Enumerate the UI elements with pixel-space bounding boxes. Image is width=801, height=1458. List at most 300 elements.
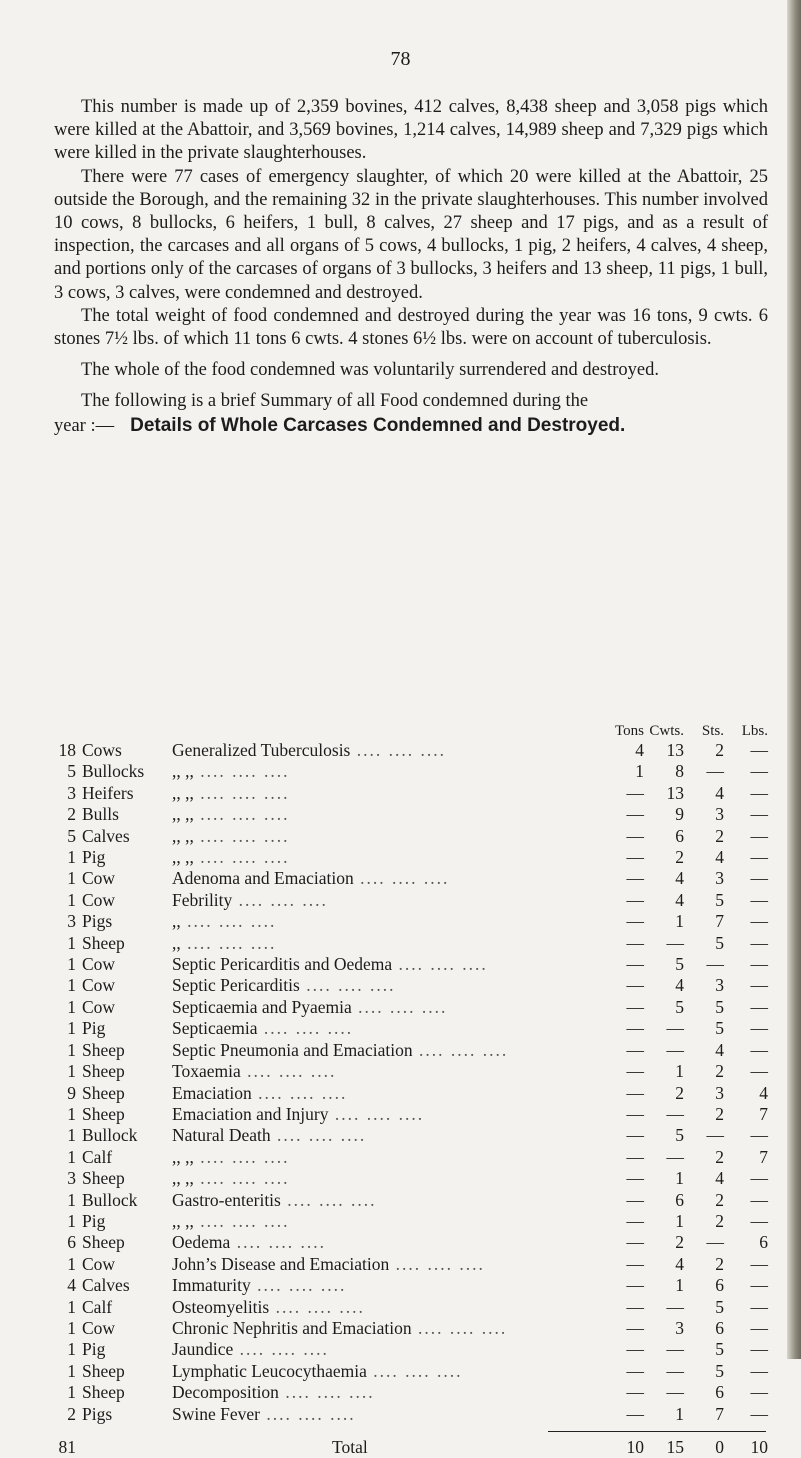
cell-count: 3 [67,782,76,803]
cell-cause [172,740,604,761]
leader-dots: .... .... .... [389,1253,485,1274]
cell-sts: 5 [715,1360,724,1381]
cell-cause [172,868,604,889]
cell-tons: 4 [635,740,644,760]
cell-count: 1 [67,1103,76,1124]
cell-cwts: — [666,1018,684,1039]
cell-count: 4 [67,1275,76,1296]
cell-cwts: — [666,1339,684,1360]
cell-cwts: 2 [675,1232,684,1253]
cell-tons: — [626,782,644,803]
cause-text: Febrility [172,889,233,910]
cell-lbs: — [750,740,768,760]
col-sts: Sts. [701,723,724,739]
cell-count: 5 [67,761,76,782]
cell-sts: 3 [715,1082,724,1103]
cell-lbs: — [750,1168,768,1189]
cell-animal: Cow [82,996,116,1017]
cell-cause [172,1211,604,1232]
cell-lbs: — [750,1125,768,1146]
cell-cause [172,1147,604,1168]
cell-cwts: 6 [675,1189,684,1210]
cause-text: ,, ,, [172,1210,194,1231]
total-tons: 10 [626,1437,644,1457]
body-text [54,96,768,438]
cell-tons: 1 [635,761,644,782]
table-row [54,1297,768,1318]
cell-tons: — [626,1403,644,1424]
total-lbs: 10 [750,1437,768,1457]
cell-tons: — [626,911,644,932]
cell-cwts: 6 [675,825,684,846]
cell-count: 1 [67,996,76,1017]
cell-cwts: 1 [675,1210,684,1231]
table-row [54,1018,768,1039]
cell-count: 1 [67,1210,76,1231]
cell-lbs: — [750,761,768,782]
cell-cause [172,1125,604,1146]
total-rule-top [548,1431,766,1432]
table-row [54,1232,768,1253]
cell-cause [172,954,604,975]
cell-cwts: 1 [675,1275,684,1296]
leader-dots: .... .... .... [257,1018,354,1039]
cell-tons: — [626,932,644,953]
cause-text: ,, ,, [172,782,194,803]
cell-cwts: 2 [675,1082,684,1103]
cause-text: Septic Pericarditis [172,975,300,996]
cell-sts: 2 [715,1146,724,1167]
cell-lbs: — [750,825,768,846]
table-row [54,997,768,1018]
cell-sts: 6 [715,1382,724,1403]
cell-cause [172,1254,604,1275]
cause-text: ,, [172,932,181,953]
leader-dots: .... .... .... [351,996,448,1017]
cause-text: John’s Disease and Emaciation [172,1253,390,1274]
table-row [54,975,768,996]
table-row [54,1382,768,1403]
cell-count: 1 [67,1253,76,1274]
cell-cause [172,804,604,825]
leader-dots: .... .... .... [193,804,290,825]
cell-sts: 5 [715,1018,724,1039]
cell-count: 1 [67,1061,76,1082]
paragraph-2: There were 77 cases of emergency slaughter, of which 20 were killed at the Abattoir, 25 outside the Borough, and the remaining 32 in the private slaughterhouses. This number involved 10 cows, 8 bullocks, 6 heifers, 1 bull, 8 calves, 27 sheep and 17 pigs, and as a result of inspection, the carcases and all organs of 5 cows, 4 bullocks, 1 pig, 2 heifers, 4 calves, 4 sheep, and portions only of the carcases of organs of 3 bullocks, 3 heifers and 13 sheep, 11 pigs, 1 bull, 3 cows, 3 calves, were condemned and destroyed. [54,166,768,303]
cell-sts: 3 [715,804,724,825]
cell-sts: 5 [715,1296,724,1317]
cell-cause [172,783,604,804]
cell-cwts: 13 [666,782,684,803]
page-edge-shadow [787,0,801,1359]
cause-text: Septic Pneumonia and Emaciation [172,1039,413,1060]
cell-tons: — [626,847,644,868]
cell-animal: Cow [82,889,116,910]
cell-count: 1 [67,1360,76,1381]
cell-sts: 2 [715,1210,724,1231]
table-row [54,804,768,825]
total-label: Total [332,1437,368,1457]
table-header-row [54,722,768,740]
cell-sts: 2 [715,825,724,846]
cause-text: Septicaemia and Pyaemia [172,996,352,1017]
cell-animal: Bulls [82,804,119,825]
cell-cause [172,1382,604,1403]
table-row [54,783,768,804]
cell-animal: Sheep [82,1232,125,1253]
cell-cwts: 3 [675,1317,684,1338]
leader-dots: .... .... .... [328,1103,425,1124]
leader-dots: .... .... .... [180,932,277,953]
leader-dots: .... .... .... [230,1232,326,1253]
cell-cause [172,1018,604,1039]
cell-animal: Heifers [82,782,134,803]
leader-dots: .... .... .... [240,1061,337,1082]
cause-text: Osteomyelitis [172,1296,270,1317]
cell-cause [172,847,604,868]
total-cwts: 15 [666,1437,684,1457]
paragraph-1: This number is made up of 2,359 bovines, 412 calves, 8,438 sheep and 3,058 pigs which were killed at the Abattoir, and 3,569 bovines, 1,214 calves, 14,989 sheep and 7,329 pigs which were killed in the private slaughterhouses. [54,97,768,164]
cell-tons: — [626,1317,644,1338]
cell-count: 2 [67,804,76,825]
cell-cause [172,826,604,847]
cell-lbs: 7 [759,1103,768,1124]
table-row [54,933,768,954]
cell-sts: 4 [715,1168,724,1189]
cell-animal: Calves [82,1275,130,1296]
cell-animal: Pigs [82,911,113,932]
cell-cause [172,1297,604,1318]
cell-tons: — [626,996,644,1017]
cell-tons: — [626,1168,644,1189]
cell-sts: 4 [715,1039,724,1060]
cell-tons: — [626,804,644,825]
cause-text: Swine Fever [172,1403,260,1424]
cell-tons: — [626,1061,644,1082]
table-row [54,761,768,782]
cell-sts: 5 [715,889,724,910]
cell-animal: Sheep [82,1082,125,1103]
leader-dots: .... .... .... [366,1360,463,1381]
cause-text: Jaundice [172,1339,234,1360]
table-row [54,1361,768,1382]
cell-lbs: — [750,1253,768,1274]
leader-dots: .... .... .... [259,1403,356,1424]
cell-lbs: — [750,868,768,889]
cell-cwts: 2 [675,847,684,868]
table-row [54,740,768,761]
table-row [54,1147,768,1168]
cell-lbs: 4 [759,1082,768,1103]
cell-animal: Sheep [82,932,125,953]
cell-animal: Calves [82,825,130,846]
table-row [54,868,768,889]
cell-sts: — [706,1232,724,1253]
cell-lbs: — [750,1339,768,1360]
table-row [54,1404,768,1425]
table-row [54,1211,768,1232]
cell-lbs: — [750,1360,768,1381]
leader-dots: .... .... .... [350,740,446,760]
leader-dots: .... .... .... [193,847,290,868]
cause-text: Septicaemia [172,1018,258,1039]
cell-sts: 7 [715,1403,724,1424]
cause-text: ,, ,, [172,825,194,846]
cell-cause [172,911,604,932]
cell-cause [172,1168,604,1189]
cell-tons: — [626,1125,644,1146]
cell-cause [172,1404,604,1425]
cell-sts: 2 [715,1189,724,1210]
leader-dots: .... .... .... [233,1339,329,1360]
cell-lbs: — [750,1018,768,1039]
cell-animal: Bullocks [82,761,145,782]
condemned-carcases-table [54,722,768,1458]
cell-animal: Pig [82,1339,106,1360]
cell-count: 3 [67,1168,76,1189]
cause-text: Immaturity [172,1275,251,1296]
cell-sts: 6 [715,1275,724,1296]
table-row [54,954,768,975]
cause-text: Toxaemia [172,1061,241,1082]
cell-sts: — [706,761,724,782]
cell-tons: — [626,1253,644,1274]
cell-cwts: 5 [675,996,684,1017]
cell-tons: — [626,825,644,846]
table-row [54,1190,768,1211]
cell-lbs: — [750,889,768,910]
cell-lbs: — [750,782,768,803]
cell-lbs: — [750,1382,768,1403]
cell-tons: — [626,1189,644,1210]
cell-cwts: — [666,1146,684,1167]
cell-animal: Cows [82,740,122,760]
cell-sts: 3 [715,975,724,996]
cell-cause [172,933,604,954]
table-row [54,1318,768,1339]
cell-cwts: 4 [675,975,684,996]
cell-cause [172,761,604,782]
cause-text: Generalized Tuberculosis [172,740,351,760]
cell-sts: 4 [715,782,724,803]
cause-text: Septic Pericarditis and Oedema [172,954,393,975]
cell-cwts: 1 [675,1168,684,1189]
cell-cwts: 1 [675,1403,684,1424]
cell-cwts: 4 [675,868,684,889]
table-row [54,1254,768,1275]
cell-tons: — [626,1210,644,1231]
cause-text: Chronic Nephritis and Emaciation [172,1317,412,1338]
cell-sts: 2 [715,1103,724,1124]
table-row [54,890,768,911]
leader-dots: .... .... .... [193,761,290,782]
table-row [54,1061,768,1082]
cause-text: ,, ,, [172,804,194,825]
cell-animal: Sheep [82,1061,125,1082]
leader-dots: .... .... .... [280,1189,377,1210]
cell-lbs: — [750,911,768,932]
cell-lbs: — [750,1403,768,1424]
cell-cwts: 4 [675,889,684,910]
col-lbs: Lbs. [741,723,768,739]
intro-year: year :— [54,415,115,436]
cell-tons: — [626,1360,644,1381]
cell-lbs: — [750,996,768,1017]
leader-dots: .... .... .... [193,825,290,846]
cell-animal: Pigs [82,1403,113,1424]
cell-cause [172,1083,604,1104]
cell-sts: 3 [715,868,724,889]
leader-dots: .... .... .... [269,1296,365,1317]
cell-tons: — [626,954,644,975]
cause-text: ,, ,, [172,1168,194,1189]
cell-cause [172,890,604,911]
table-row [54,826,768,847]
cell-sts: 5 [715,996,724,1017]
cell-count: 1 [67,1125,76,1146]
cell-count: 9 [67,1082,76,1103]
cell-cause [172,1275,604,1296]
table-title: Details of Whole Carcases Condemned and Destroyed. [130,414,626,436]
cell-animal: Calf [82,1146,113,1167]
table-row [54,1125,768,1146]
leader-dots: .... .... .... [232,889,328,910]
cell-lbs: — [750,1317,768,1338]
cell-cwts: 1 [675,911,684,932]
cell-tons: — [626,1275,644,1296]
cell-tons: — [626,1018,644,1039]
table-row [54,1168,768,1189]
cell-cwts: 4 [675,1253,684,1274]
col-cwts: Cwts. [649,723,684,739]
cell-lbs: — [750,1210,768,1231]
table-row [54,847,768,868]
cell-sts: 2 [715,1253,724,1274]
table-row [54,1040,768,1061]
cause-text: Decomposition [172,1382,279,1403]
cell-sts: 5 [715,932,724,953]
cell-cwts: — [666,1039,684,1060]
cell-cwts: 9 [675,804,684,825]
cause-text: ,, [172,911,181,932]
cell-tons: — [626,1103,644,1124]
cell-cause [172,1190,604,1211]
leader-dots: .... .... .... [299,975,396,996]
cell-sts: 7 [715,911,724,932]
cause-text: Lymphatic Leucocythaemia [172,1360,367,1381]
cell-cwts: — [666,1360,684,1381]
cell-animal: Cow [82,975,116,996]
cell-count: 1 [67,847,76,868]
cell-count: 3 [67,911,76,932]
cell-cause [172,1232,604,1253]
cause-text: ,, ,, [172,761,194,782]
col-tons: Tons [615,723,644,739]
cell-animal: Bullock [82,1125,138,1146]
paragraph-4: The whole of the food condemned was voluntarily surrendered and destroyed. [81,360,659,381]
cell-sts: 5 [715,1339,724,1360]
cell-lbs: 6 [759,1232,768,1253]
cell-animal: Pig [82,1018,106,1039]
cell-cwts: 5 [675,954,684,975]
cause-text: Adenoma and Emaciation [172,868,354,889]
page-number: 78 [390,48,411,70]
leader-dots: .... .... .... [193,782,290,803]
cell-count: 1 [67,868,76,889]
cell-lbs: — [750,1296,768,1317]
cell-tons: — [626,1296,644,1317]
cell-tons: — [626,975,644,996]
cell-animal: Cow [82,1317,116,1338]
cell-count: 6 [67,1232,76,1253]
cell-cwts: — [666,932,684,953]
table-row [54,911,768,932]
cell-lbs: — [750,1275,768,1296]
cell-count: 1 [67,1146,76,1167]
cell-sts: 2 [715,740,724,760]
cell-lbs: — [750,1189,768,1210]
cell-cause [172,1318,604,1339]
cell-cause [172,1361,604,1382]
cell-tons: — [626,1082,644,1103]
cell-animal: Cow [82,954,116,975]
cell-count: 1 [67,1018,76,1039]
cell-animal: Sheep [82,1103,125,1124]
cell-cwts: 8 [675,761,684,782]
cause-text: Gastro-enteritis [172,1189,281,1210]
table-row [54,1104,768,1125]
leader-dots: .... .... .... [412,1039,509,1060]
cell-count: 1 [67,932,76,953]
leader-dots: .... .... .... [392,954,488,975]
cell-count: 1 [67,1339,76,1360]
intro-lead: The following is a brief Summary of all Food condemned during the [81,391,589,412]
cell-cwts: 13 [666,740,684,760]
cell-count: 1 [67,1189,76,1210]
cell-sts: 2 [715,1061,724,1082]
cell-cause [172,975,604,996]
cell-cwts: — [666,1296,684,1317]
leader-dots: .... .... .... [250,1275,347,1296]
cell-lbs: 7 [759,1146,768,1167]
cell-lbs: — [750,954,768,975]
table-row [54,1339,768,1360]
total-sts: 0 [715,1437,724,1457]
cell-count: 1 [67,1382,76,1403]
leader-dots: .... .... .... [251,1082,348,1103]
cell-cwts: 5 [675,1125,684,1146]
leader-dots: .... .... .... [180,911,277,932]
cell-cause [172,1061,604,1082]
cell-animal: Sheep [82,1168,125,1189]
cell-cause [172,997,604,1018]
cell-animal: Cow [82,1253,116,1274]
cell-tons: — [626,889,644,910]
leader-dots: .... .... .... [353,868,450,889]
cell-cause [172,1040,604,1061]
cause-text: Oedema [172,1232,231,1253]
cause-text: ,, ,, [172,1146,194,1167]
cell-animal: Pig [82,1210,106,1231]
cell-animal: Cow [82,868,116,889]
cell-sts: — [706,954,724,975]
cell-count: 1 [67,1039,76,1060]
paragraph-3: The total weight of food condemned and destroyed during the year was 16 tons, 9 cwts. 6 stones 7½ lbs. of which 11 tons 6 cwts. 4 stones 6½ lbs. were on account of tuberculosis. [54,305,768,350]
leader-dots: .... .... .... [278,1382,375,1403]
cell-cwts: — [666,1382,684,1403]
cell-sts: — [706,1125,724,1146]
cell-tons: — [626,1232,644,1253]
